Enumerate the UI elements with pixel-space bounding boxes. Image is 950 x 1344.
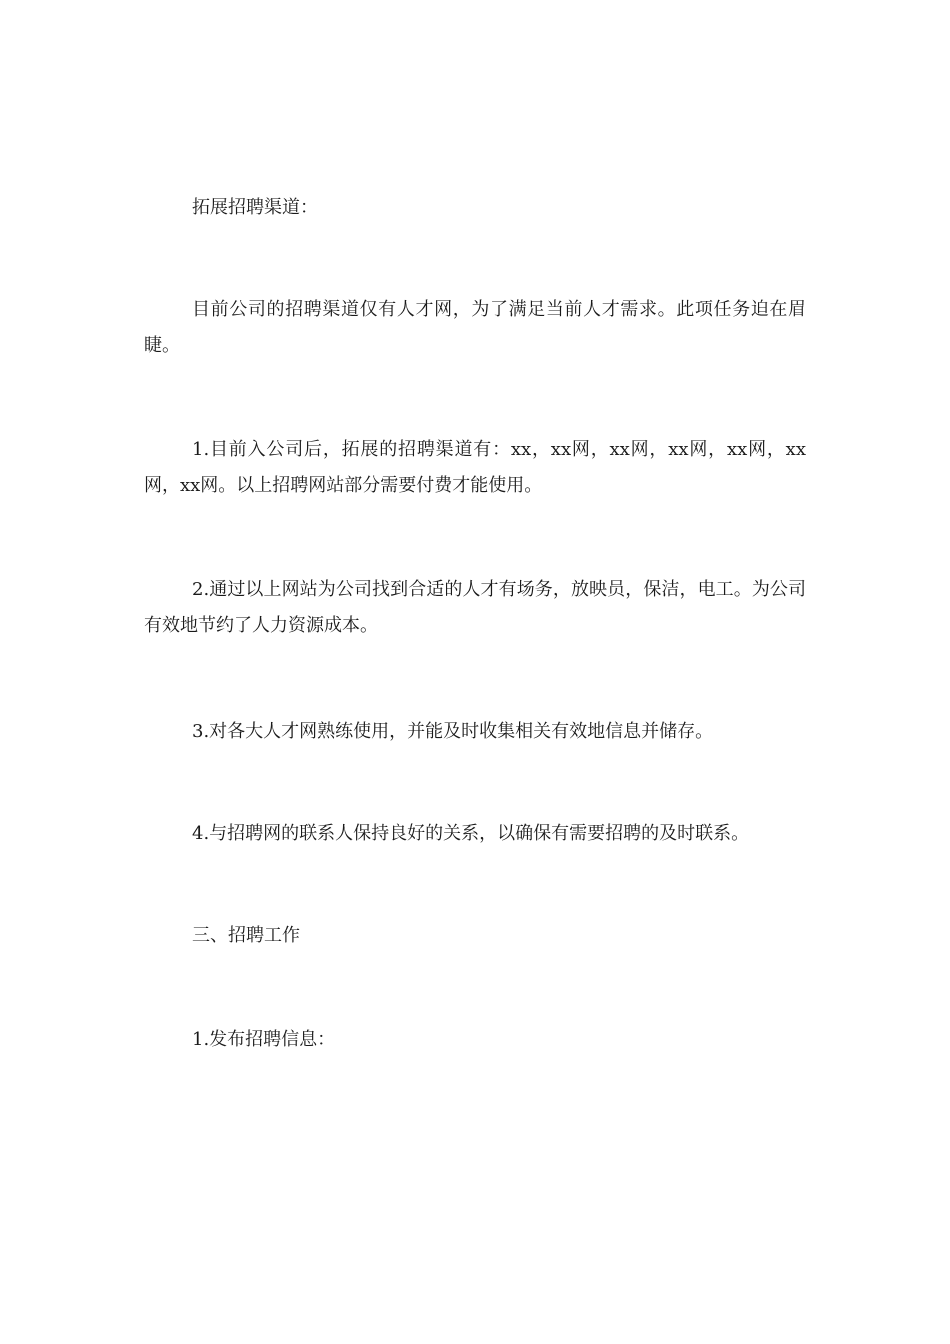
section-heading-recruitment-channels: 拓展招聘渠道： (192, 197, 318, 218)
list-item-2-hiring-results: 2.通过以上网站为公司找到合适的人才有场务，放映员，保洁，电工。为公司有效地节约了人力资源成本。 (144, 579, 806, 636)
paragraph-current-channels: 目前公司的招聘渠道仅有人才网，为了满足当前人才需求。此项任务迫在眉睫。 (144, 299, 806, 356)
list-item-1-publish-info: 1.发布招聘信息： (192, 1029, 336, 1050)
section-heading-recruitment-work: 三、招聘工作 (192, 925, 300, 946)
list-item-4-contact-relations: 4.与招聘网的联系人保持良好的关系，以确保有需要招聘的及时联系。 (192, 823, 750, 844)
list-item-1-new-channels: 1.目前入公司后，拓展的招聘渠道有：xx，xx网，xx网，xx网，xx网，xx网，xx网。以上招聘网站部分需要付费才能使用。 (144, 439, 806, 496)
list-item-3-information-collection: 3.对各大人才网熟练使用，并能及时收集相关有效地信息并储存。 (192, 721, 714, 742)
